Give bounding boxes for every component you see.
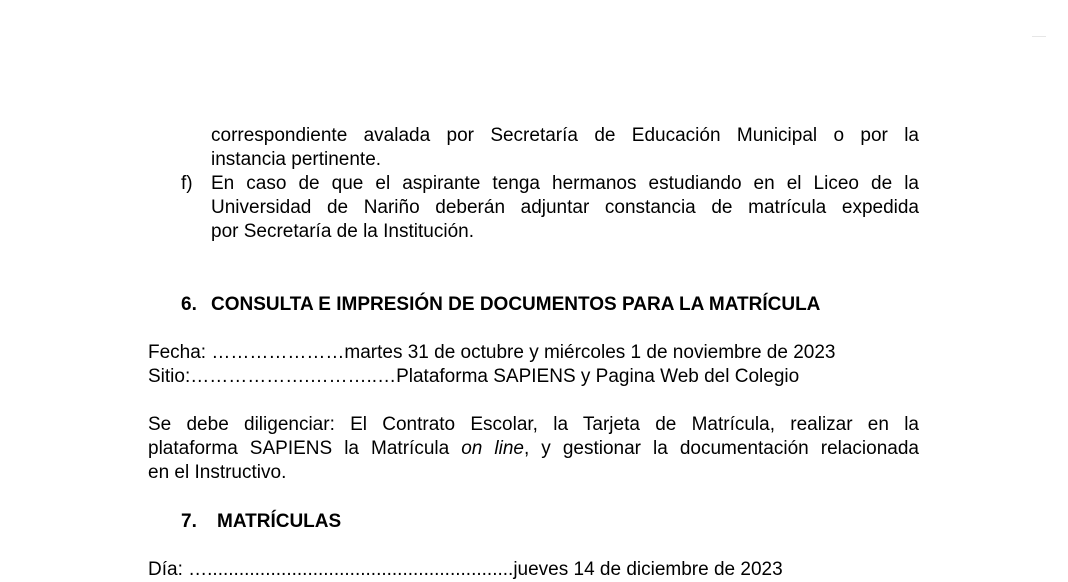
sitio-value: Plataforma SAPIENS y Pagina Web del Colegio <box>396 366 800 387</box>
section-6-paragraph-line-1: Se debe diligenciar: El Contrato Escolar, la Tarjeta de Matrícula, realizar en la <box>148 414 919 435</box>
dia-value: jueves 14 de diciembre de 2023 <box>513 559 783 580</box>
dia-dots: ….......................................................... <box>188 559 514 580</box>
section-6-paragraph-line-3: en el Instructivo. <box>148 462 287 483</box>
section-6-paragraph-line-2 <box>148 437 919 461</box>
section-7-title: MATRÍCULAS <box>217 511 342 532</box>
item-f-line-3: por Secretaría de la Institución. <box>211 221 474 242</box>
item-f-marker: f) <box>181 173 193 194</box>
sitio-label: Sitio: <box>148 366 191 387</box>
fecha-dots: ………………… <box>211 342 345 363</box>
item-f-line-2: Universidad de Nariño deberán adjuntar constancia de matrícula expedida <box>211 197 919 218</box>
fecha-value: martes 31 de octubre y miércoles 1 de noviembre de 2023 <box>344 342 836 363</box>
section-6-title: CONSULTA E IMPRESIÓN DE DOCUMENTOS PARA LA MATRÍCULA <box>211 294 821 315</box>
item-e-line-2: instancia pertinente. <box>211 149 382 170</box>
sitio-dots: ……………….………..… <box>190 366 397 387</box>
sitio-line <box>148 365 799 389</box>
section-6-number: 6. <box>181 294 197 315</box>
paragraph-emphasis: on line <box>461 438 524 459</box>
dia-label: Día: <box>148 559 183 580</box>
fecha-line <box>148 341 835 365</box>
item-e-line-1: correspondiente avalada por Secretaría de Educación Municipal o por la <box>211 125 919 146</box>
page-corner-mark <box>1032 36 1046 37</box>
section-7-number: 7. <box>181 511 197 532</box>
item-f-line-1: En caso de que el aspirante tenga hermanos estudiando en el Liceo de la <box>211 173 919 194</box>
paragraph-text-b: , y gestionar la documentación relacionada <box>523 438 919 459</box>
fecha-label: Fecha: <box>148 342 207 363</box>
paragraph-text-a: plataforma SAPIENS la Matrícula <box>148 438 462 459</box>
dia-line <box>148 558 783 582</box>
